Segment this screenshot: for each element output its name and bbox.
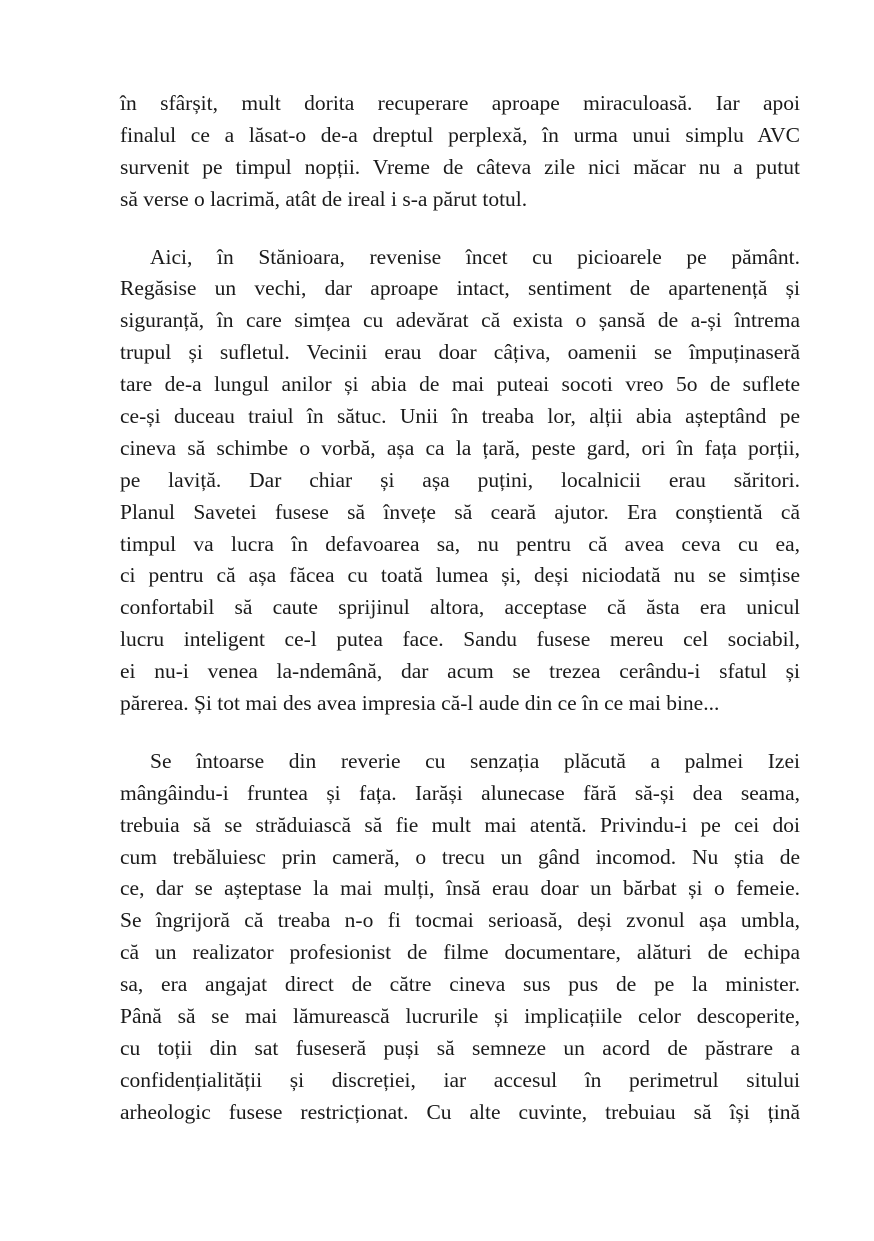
text-line: cineva să schimbe o vorbă, așa ca la țară, peste gard, ori în fața porții, [120,435,800,460]
text-line: Planul Savetei fusese să învețe să ceară ajutor. Era conștientă că [120,499,800,524]
text-line: cu toții din sat fuseseră puși să semneze un acord de păstrare a [120,1035,800,1060]
text-line: tare de-a lungul anilor și abia de mai puteai socoti vreo 5o de suflete [120,372,800,397]
text-line: finalul ce a lăsat-o de-a dreptul perplexă, în urma unui simplu AVC [120,122,800,147]
text-line: cum trebăluiesc prin cameră, o trecu un gând incomod. Nu știa de [120,844,800,869]
document-page [120,88,800,1129]
text-line: confidențialității și discreției, iar accesul în perimetrul sitului [120,1067,800,1092]
text-line: siguranță, în care simțea cu adevărat că exista o șansă de a-și întrema [120,308,800,333]
text-line: trupul și sufletul. Vecinii erau doar câțiva, oamenii se împuținaseră [120,340,800,365]
text-line: să verse o lacrimă, atât de ireal i s-a părut totul. [120,186,528,211]
text-line: părerea. Și tot mai des avea impresia că-l aude din ce în ce mai bine... [120,691,720,716]
text-line: arheologic fusese restricționat. Cu alte cuvinte, trebuiau să își țină [120,1099,800,1124]
text-line: ce-și duceau traiul în sătuc. Unii în treaba lor, alții abia așteptând pe [120,404,800,429]
text-line: ei nu-i venea la-ndemână, dar acum se trezea cerându-i sfatul și [120,659,800,684]
text-line: Până să se mai lămurească lucrurile și implicațiile celor descoperite, [120,1004,800,1029]
text-line: în sfârșit, mult dorita recuperare aproape miraculoasă. Iar apoi [120,91,800,115]
text-line: că un realizator profesionist de filme documentare, alături de echipa [120,940,800,965]
text-line: Regăsise un vechi, dar aproape intact, sentiment de apartenență și [120,276,800,301]
text-line: pe laviță. Dar chiar și așa puțini, localnicii erau săritori. [120,467,800,492]
paragraph-2 [120,242,800,720]
text-line: Se îngrijoră că treaba n-o fi tocmai serioasă, deși zvonul așa umbla, [120,908,800,933]
text-line: timpul va lucra în defavoarea sa, nu pentru că avea ceva cu ea, [120,531,800,556]
text-line: ci pentru că așa făcea cu toată lumea și, deși niciodată nu se simțise [120,563,800,588]
text-line: sa, era angajat direct de către cineva sus pus de pe la minister. [120,972,800,997]
text-line: ce, dar se așteptase la mai mulți, însă erau doar un bărbat și o femeie. [120,876,800,901]
text-line: mângâindu-i fruntea și fața. Iarăși alunecase fără să-și dea seama, [120,780,800,805]
paragraph-3 [120,746,800,1129]
text-line: lucru inteligent ce-l putea face. Sandu fusese mereu cel sociabil, [120,627,800,652]
text-line: Se întoarse din reverie cu senzația plăcută a palmei Izei [150,748,800,773]
text-line: survenit pe timpul nopții. Vreme de câteva zile nici măcar nu a putut [120,154,800,179]
text-line: Aici, în Stănioara, revenise încet cu picioarele pe pământ. [150,244,800,269]
text-line: trebuia să se străduiască să fie mult mai atentă. Privindu-i pe cei doi [120,812,800,837]
text-line: confortabil să caute sprijinul altora, acceptase că ăsta era unicul [120,595,800,620]
paragraph-1 [120,88,800,216]
